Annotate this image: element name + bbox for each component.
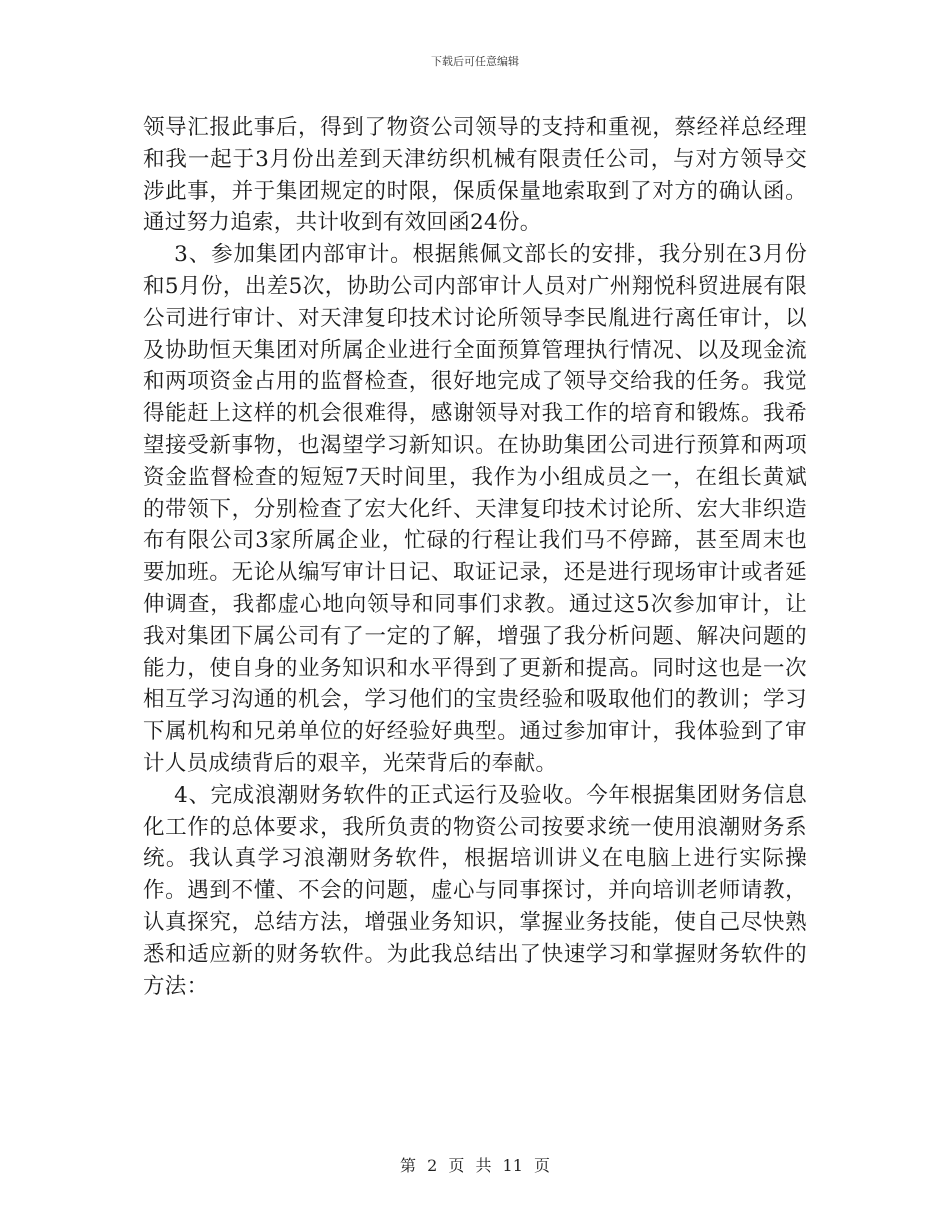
- paragraph-inspur-software: 4、完成浪潮财务软件的正式运行及验收。今年根据集团财务信息化工作的总体要求，我所负责的物资公司按要求统一使用浪潮财务系统。我认真学习浪潮财务软件，根据培训讲义在电脑上进行实际操作。遇到不懂、不会的问题，虚心与同事探讨，并向培训老师请教，认真探究，总结方法，增强业务知识，掌握业务技能，使自己尽快熟悉和适应新的财务软件。为此我总结出了快速学习和掌握财务软件的方法：: [143, 782, 807, 999]
- paragraph-internal-audit: 3、参加集团内部审计。根据熊佩文部长的安排，我分别在3月份和5月份，出差5次，协助公司内部审计人员对广州翔悦科贸进展有限公司进行审计、对天津复印技术讨论所领导李民胤进行离任审计，以及协助恒天集团对所属企业进行全面预算管理执行情况、以及现金流和两项资金占用的监督检查，很好地完成了领导交给我的任务。我觉得能赶上这样的机会很难得，感谢领导对我工作的培育和锻炼。我希望接受新事物，也渴望学习新知识。在协助集团公司进行预算和两项资金监督检查的短短7天时间里，我作为小组成员之一，在组长黄斌的带领下，分别检查了宏大化纤、天津复印技术讨论所、宏大非织造布有限公司3家所属企业，忙碌的行程让我们马不停蹄，甚至周末也要加班。无论从编写审计日记、取证记录，还是进行现场审计或者延伸调查，我都虚心地向领导和同事们求教。通过这5次参加审计，让我对集团下属公司有了一定的了解，增强了我分析问题、解决问题的能力，使自身的业务知识和水平得到了更新和提高。同时这也是一次相互学习沟通的机会，学习他们的宝贵经验和吸取他们的教训；学习下属机构和兄弟单位的好经验好典型。通过参加审计，我体验到了审计人员成绩背后的艰辛，光荣背后的奉献。: [143, 242, 807, 776]
- page-number: 第 2 页 共 11 页: [400, 1156, 550, 1175]
- page-header-note: 下载后可任意编辑: [431, 55, 519, 68]
- document-body: [143, 112, 807, 1002]
- paragraph-continuation: 领导汇报此事后，得到了物资公司领导的支持和重视，蔡经祥总经理和我一起于3月份出差到天津纺织机械有限责任公司，与对方领导交涉此事，并于集团规定的时限，保质保量地索取到了对方的确认函。通过努力追索，共计收到有效回函24份。: [143, 115, 807, 236]
